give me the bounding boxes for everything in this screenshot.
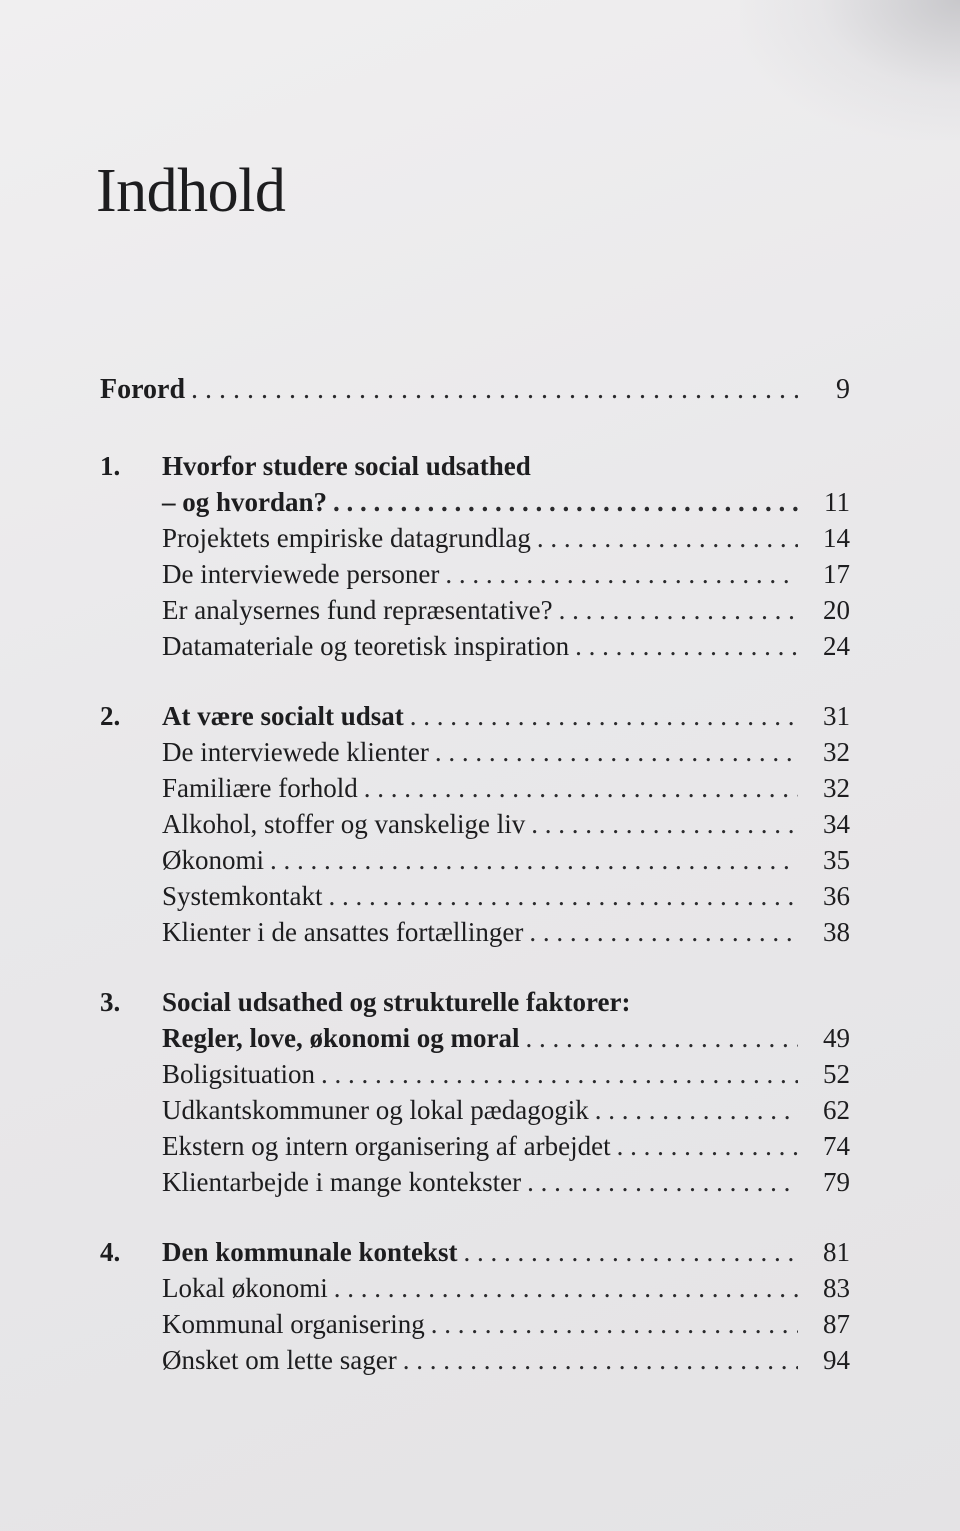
leader-dots: [595, 1092, 798, 1128]
toc-entry-section: [100, 770, 850, 806]
chapter-number: 3.: [100, 987, 121, 1017]
section-label: Klientarbejde i mange kontekster: [162, 1167, 522, 1197]
leader-dots: [525, 1020, 798, 1056]
chapter-number: 1.: [100, 451, 121, 481]
chapter-1-title-line: [100, 448, 850, 484]
leader-dots: [334, 1270, 798, 1306]
section-page: 36: [823, 881, 850, 911]
toc-entry-chapter-1: [100, 484, 850, 520]
leader-dots: [575, 628, 798, 664]
page-shadow: [740, 0, 960, 140]
section-label: Udkantskommuner og lokal pædagogik: [162, 1095, 589, 1125]
leader-dots: [527, 1164, 798, 1200]
section-label: De interviewede personer: [162, 559, 440, 589]
toc-entry-section: [100, 1092, 850, 1128]
toc-entry-section: [100, 1342, 850, 1378]
section-page: 14: [823, 523, 850, 553]
page-title: Indhold: [96, 156, 286, 225]
section-label: De interviewede klienter: [162, 737, 429, 767]
chapter-title: Den kommunale kontekst: [162, 1237, 458, 1267]
toc-entry-section: [100, 806, 850, 842]
leader-dots: [410, 698, 798, 734]
leader-dots: [559, 592, 798, 628]
toc-entry-section: [100, 878, 850, 914]
section-page: 79: [823, 1167, 850, 1197]
chapter-title: Social udsathed og strukturelle faktorer:: [162, 987, 631, 1017]
section-page: 38: [823, 917, 850, 947]
toc-entry-section: [100, 842, 850, 878]
section-label: Klienter i de ansattes fortællinger: [162, 917, 524, 947]
leader-dots: [617, 1128, 798, 1164]
section-page: 20: [823, 595, 850, 625]
section-label: Ønsket om lette sager: [162, 1345, 397, 1375]
leader-dots: [191, 372, 798, 408]
preface-label: Forord: [100, 374, 186, 405]
section-label: Ekstern og intern organisering af arbejdet: [162, 1131, 611, 1161]
table-of-contents: [100, 372, 850, 1378]
chapter-title: At være socialt udsat: [162, 701, 404, 731]
leader-dots: [464, 1234, 798, 1270]
leader-dots: [531, 806, 798, 842]
toc-entry-section: [100, 628, 850, 664]
leader-dots: [435, 734, 798, 770]
leader-dots: [333, 484, 798, 520]
toc-entry-section: [100, 556, 850, 592]
section-label: Datamateriale og teoretisk inspiration: [162, 631, 570, 661]
section-page: 83: [823, 1273, 850, 1303]
toc-entry-section: [100, 734, 850, 770]
chapter-3-title-line: [100, 984, 850, 1020]
toc-entry-section: [100, 1128, 850, 1164]
toc-entry-section: [100, 1270, 850, 1306]
section-page: 94: [823, 1345, 850, 1375]
section-page: 87: [823, 1309, 850, 1339]
toc-entry-chapter-2: [100, 698, 850, 734]
section-page: 74: [823, 1131, 850, 1161]
section-page: 35: [823, 845, 850, 875]
leader-dots: [529, 914, 798, 950]
chapter-title: Regler, love, økonomi og moral: [162, 1023, 520, 1053]
toc-entry-section: [100, 914, 850, 950]
chapter-page: 11: [824, 487, 850, 517]
leader-dots: [431, 1306, 798, 1342]
section-label: Projektets empiriske datagrundlag: [162, 523, 531, 553]
leader-dots: [537, 520, 798, 556]
section-page: 34: [823, 809, 850, 839]
section-page: 32: [823, 737, 850, 767]
section-page: 62: [823, 1095, 850, 1125]
leader-dots: [270, 842, 798, 878]
section-label: Familiære forhold: [162, 773, 358, 803]
section-page: 17: [823, 559, 850, 589]
section-page: 24: [823, 631, 850, 661]
section-page: 52: [823, 1059, 850, 1089]
chapter-page: 31: [823, 701, 850, 731]
toc-entry-section: [100, 1164, 850, 1200]
chapter-page: 49: [823, 1023, 850, 1053]
section-page: 32: [823, 773, 850, 803]
section-label: Økonomi: [162, 845, 265, 875]
section-label: Boligsituation: [162, 1059, 316, 1089]
leader-dots: [364, 770, 798, 806]
section-label: Kommunal organisering: [162, 1309, 425, 1339]
chapter-number: 2.: [100, 701, 121, 731]
section-label: Alkohol, stoffer og vanskelige liv: [162, 809, 526, 839]
chapter-title: Hvorfor studere social udsathed: [162, 451, 531, 481]
leader-dots: [445, 556, 798, 592]
toc-entry-section: [100, 1056, 850, 1092]
leader-dots: [321, 1056, 798, 1092]
chapter-number: 4.: [100, 1237, 121, 1267]
preface-page: 9: [836, 374, 850, 405]
section-label: Systemkontakt: [162, 881, 323, 911]
toc-entry-section: [100, 1306, 850, 1342]
toc-entry-chapter-3: [100, 1020, 850, 1056]
leader-dots: [403, 1342, 798, 1378]
chapter-title: – og hvordan?: [162, 487, 328, 517]
section-label: Er analysernes fund repræsentative?: [162, 595, 553, 625]
section-label: Lokal økonomi: [162, 1273, 328, 1303]
toc-entry-chapter-4: [100, 1234, 850, 1270]
leader-dots: [329, 878, 799, 914]
toc-entry-section: [100, 592, 850, 628]
toc-entry-preface: [100, 372, 850, 408]
toc-entry-section: [100, 520, 850, 556]
chapter-page: 81: [823, 1237, 850, 1267]
